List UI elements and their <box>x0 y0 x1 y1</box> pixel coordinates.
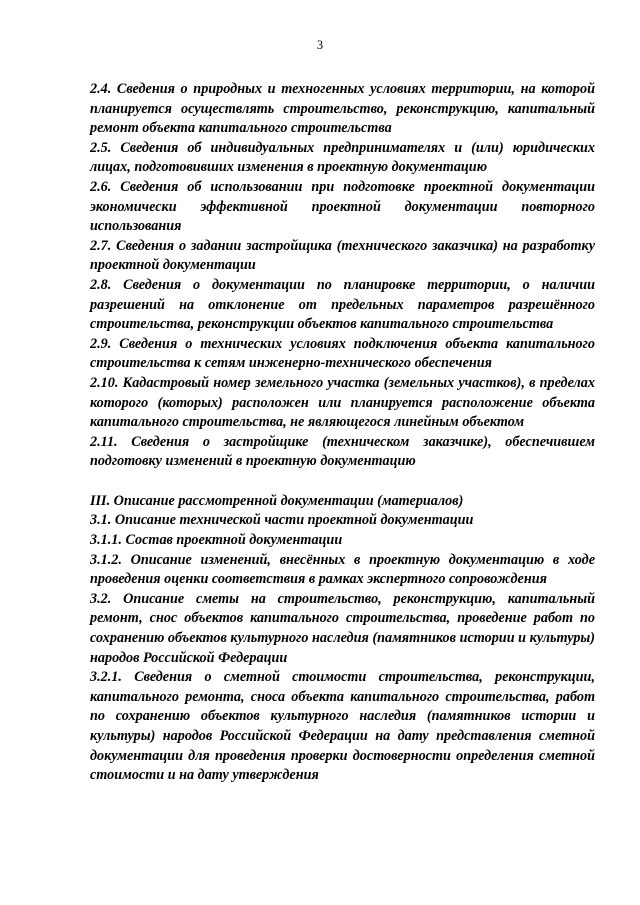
section-2-8: 2.8. Сведения о документации по планировке территории, о наличии разрешений на отклонение от предельных параметров разрешённого строительства, реконструкции объектов капитального строительства <box>90 276 595 333</box>
section-2-9: 2.9. Сведения о технических условиях подключения объекта капитального строительства к сетям инженерно-технического обеспечения <box>90 335 595 372</box>
section-2-6: 2.6. Сведения об использовании при подготовке проектной документации экономически эффективной проектной документации повторного использования <box>90 178 595 235</box>
section-3-1: 3.1. Описание технической части проектной документации <box>90 512 474 529</box>
section-3-2: 3.2. Описание сметы на строительство, реконструкцию, капитальный ремонт, снос объектов капитального строительства, проведение работ по сохранению объектов культурного наследия (памятников истории и культуры) народов Российской Федерации <box>90 590 595 666</box>
page-number: 3 <box>316 38 324 52</box>
section-2-11: 2.11. Сведения о застройщике (техническом заказчике), обеспечившем подготовку изменений в проектную документацию <box>90 433 595 470</box>
section-2-7: 2.7. Сведения о задании застройщика (технического заказчика) на разработку проектной документации <box>90 237 595 274</box>
section-3-2-1: 3.2.1. Сведения о сметной стоимости строительства, реконструкции, капитального ремонта, сноса объекта капитального строительства, работ по сохранению объектов культурного наследия (памятников истории и культуры) народов Российской Федерации на дату представления сметной документации для проведения проверки достоверности определения сметной стоимости и на дату утверждения <box>90 669 595 784</box>
section-3-1-1: 3.1.1. Состав проектной документации <box>90 532 343 549</box>
section-2-10: 2.10. Кадастровый номер земельного участка (земельных участков), в пределах которого (которых) расположен или планируется расположение объекта капитального строительства, не являющегося линейным объектом <box>90 374 595 431</box>
section-2-4: 2.4. Сведения о природных и техногенных условиях территории, на которой планируется осуществлять строительство, реконструкцию, капитальный ремонт объекта капитального строительства <box>90 81 595 137</box>
document-body <box>90 80 595 786</box>
section-gap <box>90 472 595 492</box>
section-3-1-2: 3.1.2. Описание изменений, внесённых в проектную документацию в ходе проведения оценки соответствия в рамках экспертного сопровождения <box>90 551 595 588</box>
section-2-5: 2.5. Сведения об индивидуальных предпринимателях и (или) юридических лицах, подготовивших изменения в проектную документацию <box>90 139 595 176</box>
section-iii-heading: III. Описание рассмотренной документации (материалов) <box>90 492 464 509</box>
